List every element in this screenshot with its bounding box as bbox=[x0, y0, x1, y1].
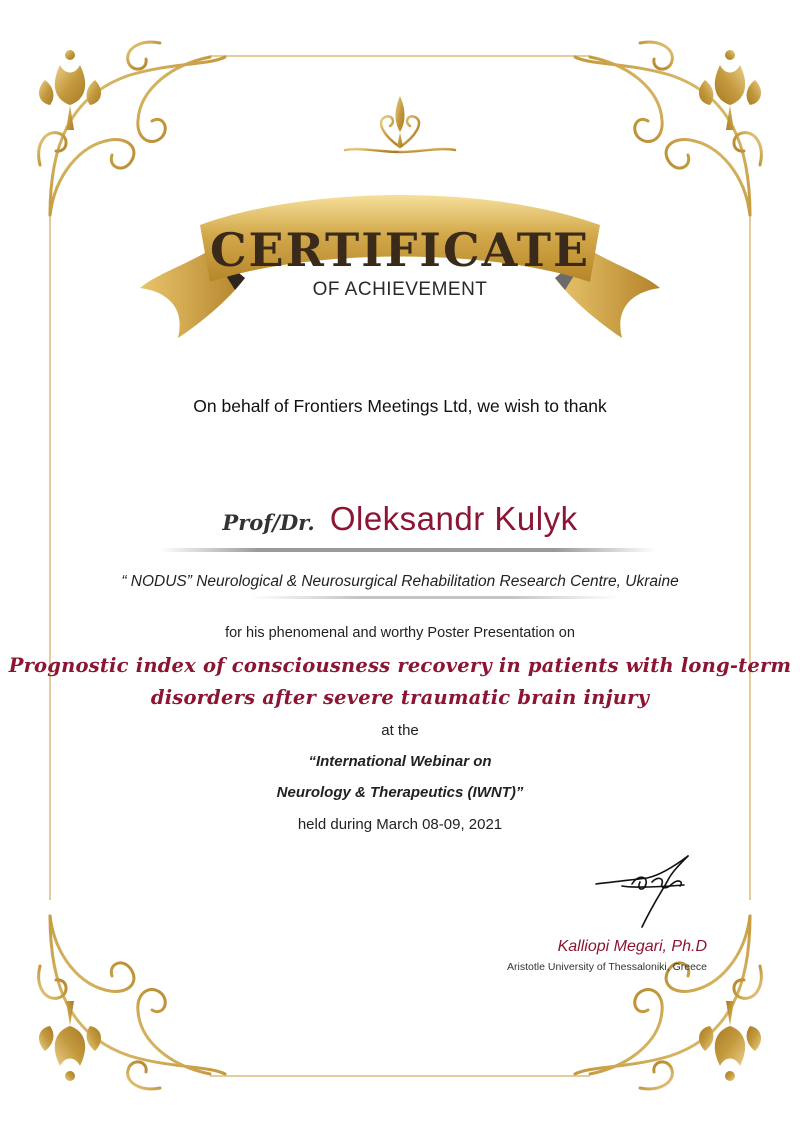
event-name-line-1: “International Webinar on bbox=[308, 753, 492, 770]
banner-title-text: CERTIFICATE bbox=[209, 223, 591, 277]
recipient-name: Oleksandr Kulyk bbox=[329, 500, 578, 537]
event-name-line-2: Neurology & Therapeutics (IWNT)” bbox=[276, 784, 524, 801]
certificate-banner bbox=[130, 170, 670, 350]
presentation-title-line-2: disorders after severe traumatic brain injury bbox=[150, 686, 650, 709]
certificate-subtitle: OF ACHIEVEMENT bbox=[312, 279, 488, 300]
recipient bbox=[0, 500, 800, 538]
frame-bottom-line bbox=[210, 1075, 590, 1077]
event-dates: held during March 08-09, 2021 bbox=[297, 816, 503, 833]
signature-image bbox=[592, 852, 702, 932]
corner-ornament-bottom-left bbox=[30, 886, 240, 1096]
presentation-intro: for his phenomenal and worthy Poster Presentation on bbox=[225, 625, 575, 641]
behalf-text: On behalf of Frontiers Meetings Ltd, we wish to thank bbox=[193, 396, 607, 416]
affiliation-underline bbox=[250, 596, 620, 599]
presentation-title-line-1: Prognostic index of consciousness recovery in patients with long-term bbox=[8, 654, 792, 677]
at-the-text: at the bbox=[381, 722, 419, 739]
name-underline bbox=[160, 548, 655, 552]
recipient-affiliation: “ NODUS” Neurological & Neurosurgical Rehabilitation Research Centre, Ukraine bbox=[121, 573, 679, 590]
frame-top-line bbox=[210, 55, 590, 57]
signatory-name: Kalliopi Megari, Ph.D bbox=[557, 938, 707, 955]
top-center-ornament bbox=[340, 92, 460, 162]
recipient-prefix: Prof/Dr. bbox=[222, 510, 315, 535]
signatory-affiliation: Aristotle University of Thessaloniki, Greece bbox=[507, 961, 707, 973]
